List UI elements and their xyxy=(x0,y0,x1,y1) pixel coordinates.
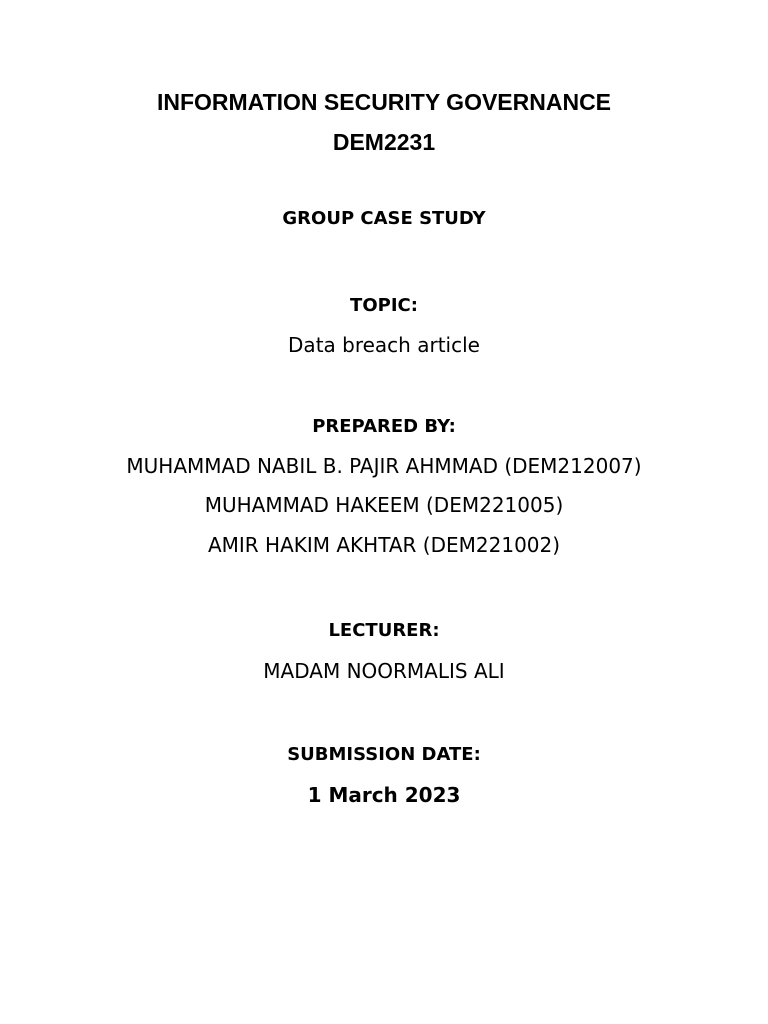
course-code: DEM2231 xyxy=(332,129,436,155)
topic-value: Data breach article xyxy=(288,333,480,357)
lecturer-label: LECTURER: xyxy=(328,620,440,641)
topic-label: TOPIC: xyxy=(350,295,418,316)
group-member: AMIR HAKIM AKHTAR (DEM221002) xyxy=(207,533,561,557)
group-member: MUHAMMAD HAKEEM (DEM221005) xyxy=(204,493,564,517)
submission-date-label: SUBMISSION DATE: xyxy=(287,744,481,765)
prepared-by-label: PREPARED BY: xyxy=(312,416,456,437)
course-title: INFORMATION SECURITY GOVERNANCE xyxy=(156,89,612,115)
assignment-type: GROUP CASE STUDY xyxy=(282,208,486,229)
group-member: MUHAMMAD NABIL B. PAJIR AHMMAD (DEM212007) xyxy=(126,454,642,478)
submission-date: 1 March 2023 xyxy=(307,783,461,807)
lecturer-name: MADAM NOORMALIS ALI xyxy=(263,659,505,683)
